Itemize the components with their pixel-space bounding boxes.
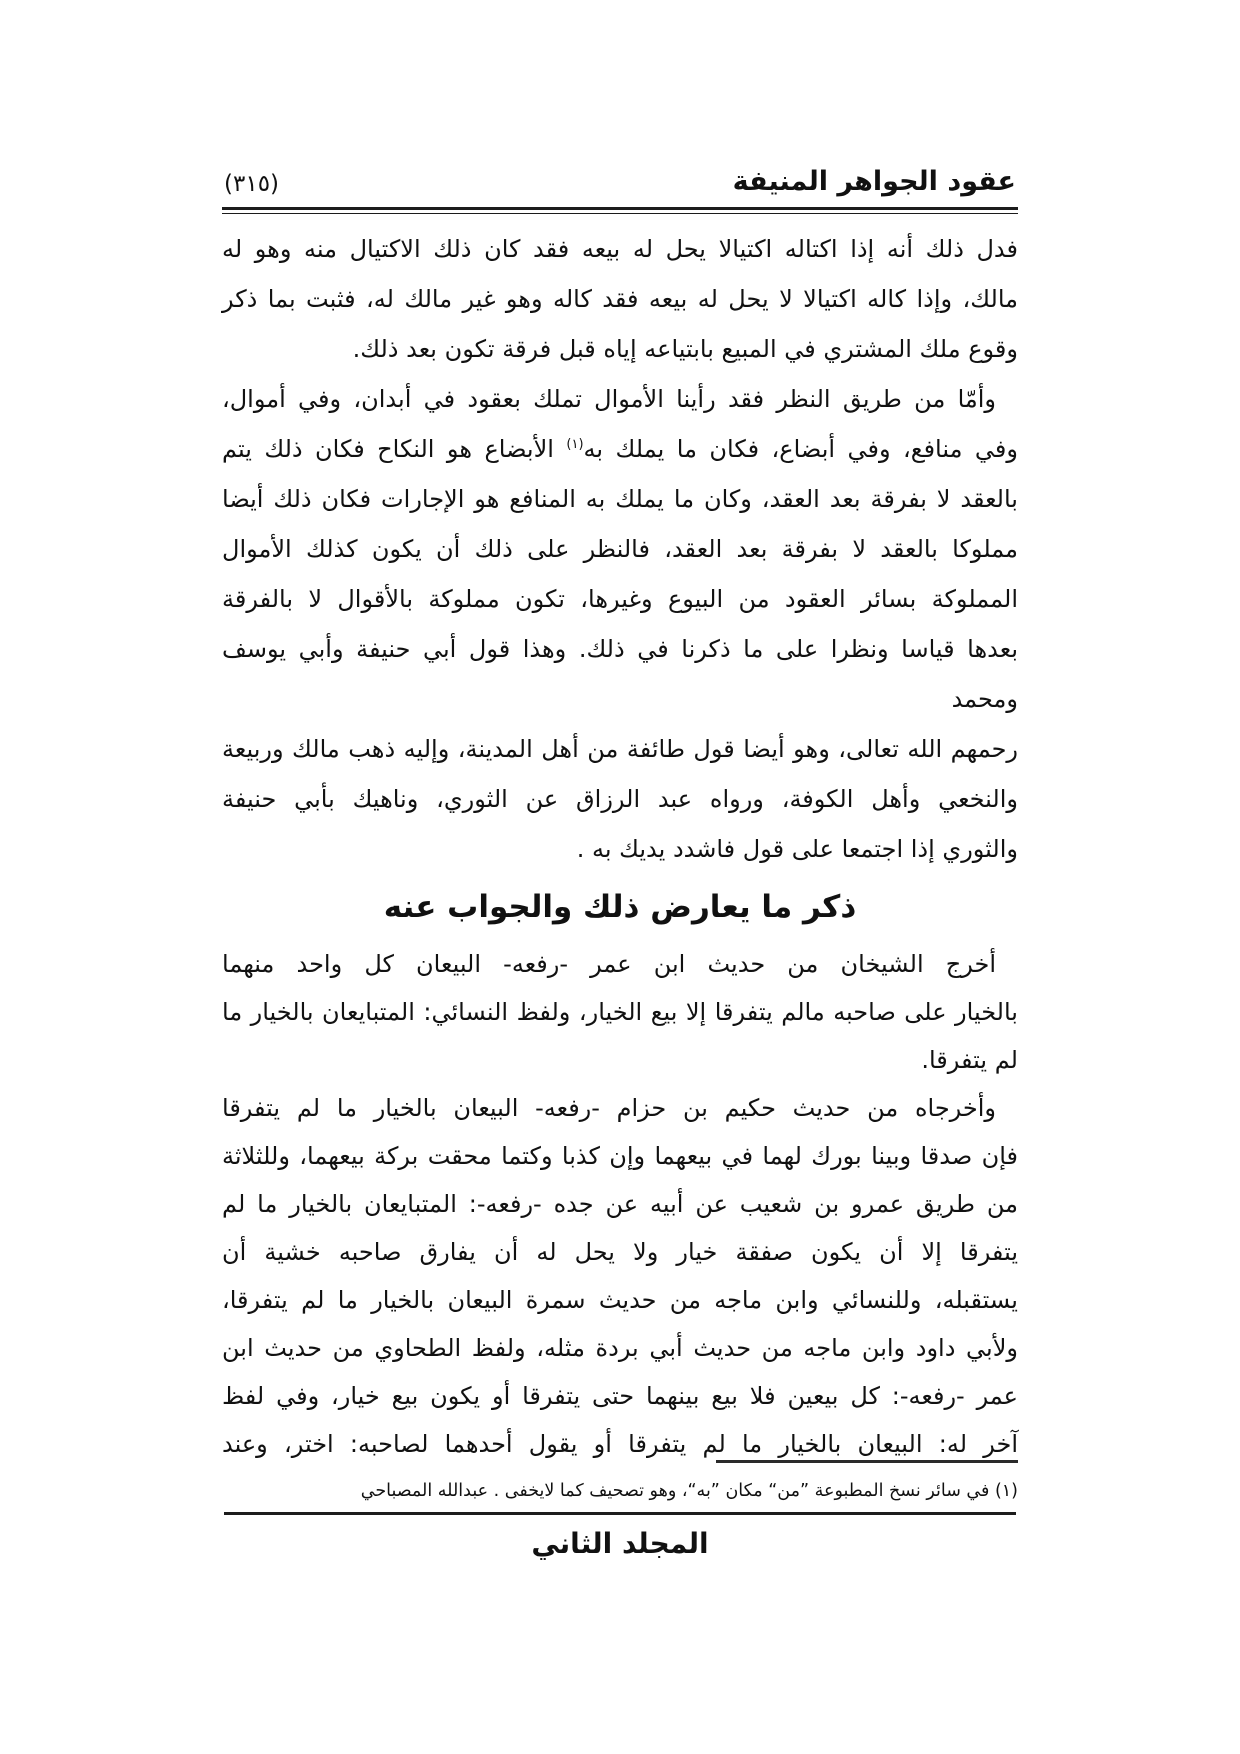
body-line: ولأبي داود وابن ماجه من حديث أبي بردة مثله، ولفظ الطحاوي من حديث ابن: [222, 1334, 1018, 1362]
body-line: فإن صدقا وبينا بورك لهما في بيعهما وإن كذبا وكتما محقت بركة بيعهما، وللثلاثة: [222, 1142, 1018, 1170]
body-line: رحمهم الله تعالى، وهو أيضا قول طائفة من أهل المدينة، وإليه ذهب مالك وربيعة: [222, 735, 1018, 763]
body-line: والنخعي وأهل الكوفة، ورواه عبد الرزاق عن الثوري، وناهيك بأبي حنيفة: [222, 785, 1018, 813]
body-line: بالخيار على صاحبه مالم يتفرقا إلا بيع الخيار، ولفظ النسائي: المتبايعان بالخيار ما: [222, 998, 1018, 1026]
body-line: فدل ذلك أنه إذا اكتاله اكتيالا يحل له بيعه فقد كان ذلك الاكتيال منه وهو له: [222, 235, 1018, 263]
book-title: عقود الجواهر المنيفة: [732, 166, 1016, 197]
footnote-ref-marker: (١): [566, 437, 584, 452]
volume-footer: المجلد الثاني: [531, 1527, 709, 1560]
body-line: [222, 424, 1018, 474]
header-rule: [222, 207, 1018, 214]
body-line: لم يتفرقا.: [921, 1046, 1018, 1074]
body-text: [222, 224, 1018, 1468]
body-line: يتفرقا إلا أن يكون صفقة خيار ولا يحل له أن يفارق صاحبه خشية أن: [222, 1238, 1018, 1266]
body-line: مالك، وإذا كاله اكتيالا لا يحل له بيعه فقد كاله وهو غير مالك له، فثبت بما ذكر: [222, 285, 1018, 313]
page-header: [222, 166, 1018, 207]
body-line: عمر -رفعه-: كل بيعين فلا بيع بينهما حتى يتفرقا أو يكون بيع خيار، وفي لفظ: [222, 1382, 1018, 1410]
body-line: يستقبله، وللنسائي وابن ماجه من حديث سمرة البيعان بالخيار ما لم يتفرقا،: [222, 1286, 1018, 1314]
body-line: المملوكة بسائر العقود من البيوع وغيرها، تكون مملوكة بالأقوال لا بالفرقة: [222, 585, 1018, 613]
footnote-marker: (١): [989, 1481, 1018, 1501]
body-line: وأمّا من طريق النظر فقد رأينا الأموال تملك بعقود في أبدان، وفي أموال،: [222, 385, 996, 413]
page-content: [222, 166, 1018, 1468]
body-line: بالعقد لا بفرقة بعد العقد، وكان ما يملك به المنافع هو الإجارات فكان ذلك أيضا: [222, 485, 1018, 513]
footnote-area: [222, 1460, 1018, 1503]
section-heading: ذكر ما يعارض ذلك والجواب عنه: [383, 889, 857, 925]
footnote-text: في سائر نسخ المطبوعة ”من“ مكان ”به“، وهو تصحيف كما لايخفى . عبدالله المصباحي: [360, 1481, 990, 1501]
body-line: أخرج الشيخان من حديث ابن عمر -رفعه- البيعان كل واحد منهما: [222, 950, 996, 978]
body-line-segment: الأبضاع هو النكاح فكان ذلك يتم: [222, 435, 567, 463]
footnote: [222, 1479, 1018, 1503]
body-line: آخر له: البيعان بالخيار ما لم يتفرقا أو يقول أحدهما لصاحبه: اختر، وعند: [222, 1430, 1018, 1458]
body-line-segment: وفي منافع، وفي أبضاع، فكان ما يملك به: [583, 435, 1018, 463]
body-line: وقوع ملك المشتري في المبيع بابتياعه إياه قبل فرقة تكون بعد ذلك.: [352, 335, 1018, 363]
footer-rule: [224, 1512, 1016, 1515]
page-number: (٣١٥): [224, 171, 280, 197]
body-line: مملوكا بالعقد لا بفرقة بعد العقد، فالنظر على ذلك أن يكون كذلك الأموال: [222, 535, 1018, 563]
body-line: من طريق عمرو بن شعيب عن أبيه عن جده -رفعه-: المتبايعان بالخيار ما لم: [222, 1190, 1018, 1218]
body-line: والثوري إذا اجتمعا على قول فاشدد يديك به .: [576, 835, 1018, 863]
footnote-rule: [716, 1460, 1018, 1463]
body-line: وأخرجاه من حديث حكيم بن حزام -رفعه- البيعان بالخيار ما لم يتفرقا: [222, 1094, 996, 1122]
body-line: بعدها قياسا ونظرا على ما ذكرنا في ذلك. وهذا قول أبي حنيفة وأبي يوسف ومحمد: [222, 635, 1018, 713]
